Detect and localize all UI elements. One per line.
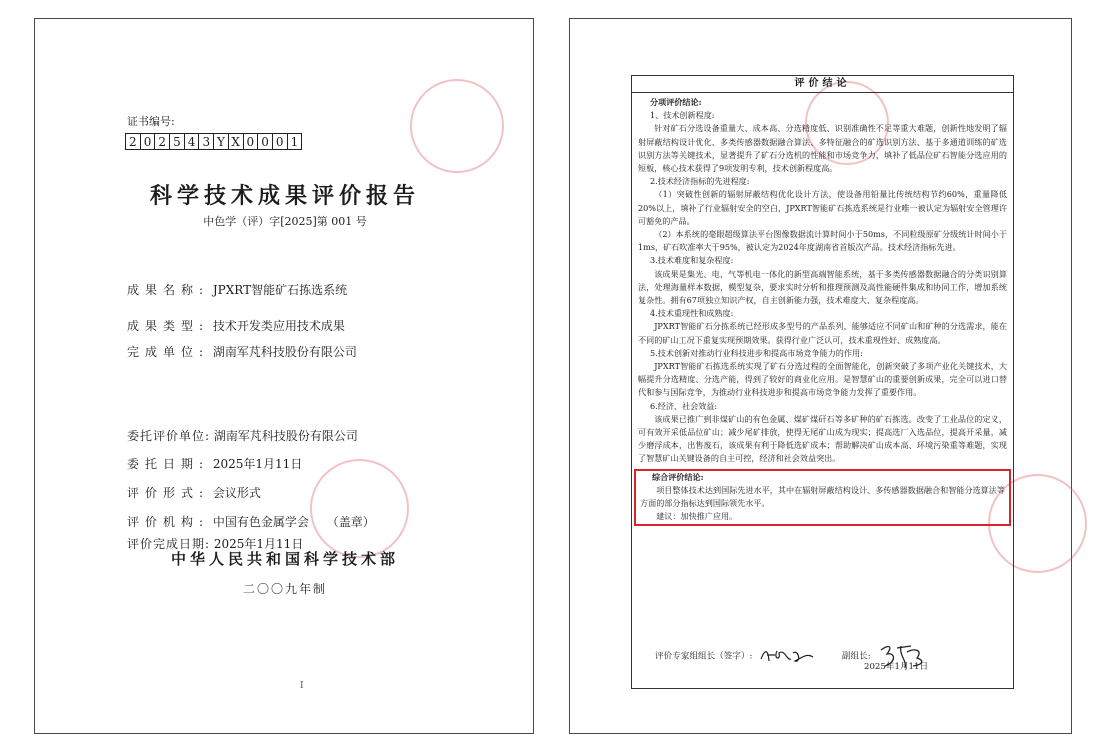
field-achievement-type (127, 317, 345, 334)
leader-signature-label: 评价专家组组长（签字）: (655, 651, 753, 662)
item-heading: 5.技术创新对推动行业科技进步和提高市场竞争能力的作用: (650, 347, 863, 358)
field-label: 完成单位: (127, 345, 210, 359)
field-achievement-name (127, 281, 347, 298)
item-paragraph: 针对矿石分选设备重量大、成本高、分选精度低、识别准确性不足等重大难题，创新性地发明了辐射屏蔽结构设计优化、多类传感器数据融合算法、多特征融合的矿选识别方法、基于多通道训练的矿选识别方法等关键技术，显著提升了矿石分选机的性能和市场竞争力，填补了低品位矿石智能分选应用的短板，核心技术获得了9项发明专利，技术创新程度高。 (638, 123, 1007, 174)
overall-text: 项目整体技术达到国际先进水平，其中在辐射屏蔽结构设计、多传感器数据融合和智能分选算法等方面的部分指标达到国际领先水平。 (640, 484, 1005, 509)
evaluation-body (632, 93, 1013, 526)
item-heading: 2.技术经济指标的先进程度: (650, 176, 750, 187)
field-commissioning-unit (127, 427, 358, 444)
stamp-mark-seal (310, 459, 409, 558)
certificate-number-char: 2 (125, 133, 141, 150)
item-heading: 4.技术重现性和成熟度: (650, 308, 734, 319)
field-label: 委托日期: (127, 457, 210, 471)
certificate-number-char: 0 (257, 133, 273, 150)
field-label: 评价完成日期: (127, 537, 211, 551)
field-value: 2025年1月11日 (213, 537, 304, 551)
certificate-number-boxes (125, 133, 301, 150)
item-paragraph: （1）突破性创新的辐射屏蔽结构优化设计方法，使设备用铅量比传统结构节约60%，重量降低20%以上，填补了行业辐射安全的空白，JPXRT智能矿石拣选系统是行业唯一被认定为辐射安全管理许可豁免的产品。 (638, 189, 1007, 226)
field-label: 成果类型: (127, 319, 210, 333)
certificate-number-char: 5 (169, 133, 185, 150)
certificate-number-char: 1 (287, 133, 303, 150)
certificate-number-char: 4 (184, 133, 200, 150)
item-paragraph: JPXRT智能矿石分拣系统已经形成多型号的产品系列，能够适应不同矿山和矿种的分选需求，能在不同的矿山工况下重复实现预期效果。获得行业广泛认可，技术重现性好、成熟度高。 (638, 321, 1007, 345)
certificate-number-char: 3 (198, 133, 214, 150)
certificate-number-label: 证书编号: (127, 115, 175, 128)
field-completing-unit (127, 343, 357, 360)
field-value: JPXRT智能矿石拣选系统 (212, 283, 348, 297)
document-number: 中色学（评）字[2025]第 001 号 (203, 215, 367, 228)
seal-note: （盖章） (326, 515, 375, 529)
field-eval-form (127, 484, 261, 501)
certificate-number-char: 0 (140, 133, 156, 150)
item-heading: 3.技术难度和复杂程度: (650, 255, 734, 266)
item-heading: 6.经济、社会效益: (650, 400, 718, 411)
field-label: 评价形式: (127, 486, 210, 500)
overall-conclusion-highlight (634, 469, 1011, 526)
item-paragraph: 该成果是集光、电、气等机电一体化的新型高端智能系统，基于多类传感器数据融合的分类识别算法，处理海量样本数据，模型复杂，要求实时分析和推理预测及高性能硬件集成和协同工作，增加系统复杂性。拥有67项独立知识产权，自主创新能力强，技术难度大、复杂程度高。 (638, 268, 1007, 306)
certificate-number-char: X (228, 133, 244, 150)
overall-suggestion: 建议：加快推广应用。 (656, 511, 738, 522)
evaluation-table (631, 75, 1014, 689)
page-mark: I (300, 681, 304, 691)
field-value: 2025年1月11日 (212, 457, 303, 471)
item-heading: 1、技术创新程度: (650, 110, 715, 121)
item-paragraph: JPXRT智能矿石拣选系统实现了矿石分选过程的全面智能化，创新突破了多项产业化关键技术，大幅提升分选精度、分选产能，得到了较好的商业化应用。是智慧矿山的重要创新成果，完全可以进口替代和参与国际竞争，为推动行业科技进步和提高市场竞争能力发挥了重要作用。 (638, 361, 1007, 398)
field-value: 会议形式 (212, 486, 261, 500)
certificate-number-char: 0 (243, 133, 259, 150)
evaluation-conclusion-page (569, 18, 1072, 734)
leader-signature-icon (759, 647, 815, 665)
stamp-mark-top (410, 79, 504, 173)
field-value: 中国有色金属学会 (212, 515, 309, 529)
section-heading: 分项评价结论: (650, 97, 702, 107)
field-commission-date (127, 455, 302, 472)
certificate-number-char: 0 (272, 133, 288, 150)
certificate-number-char: 2 (154, 133, 170, 150)
report-title: 科学技术成果评价报告 (149, 183, 420, 209)
field-label: 成果名称: (127, 283, 210, 297)
field-eval-org (127, 513, 375, 530)
overall-heading: 综合评价结论: (652, 471, 704, 482)
certificate-number-char: Y (213, 133, 229, 150)
evaluation-title: 评价结论 (632, 76, 1013, 93)
made-year: 二〇〇九年制 (242, 582, 327, 596)
item-paragraph: （2）本系统的毫眼超级算法平台图像数据流计算时间小于50ms，不同粒级原矿分级统计时间小于1ms，矿石吹准率大于95%，被认定为2024年度湖南省首版次产品。技术经济指标先进。 (638, 229, 1007, 253)
ministry-name: 中华人民共和国科学技术部 (170, 550, 399, 568)
field-value: 技术开发类应用技术成果 (212, 319, 345, 333)
field-value: 湖南军芃科技股份有限公司 (212, 345, 357, 359)
certificate-cover-page (34, 18, 534, 734)
field-value: 湖南军芃科技股份有限公司 (213, 429, 358, 443)
field-label: 评价机构: (127, 515, 210, 529)
field-label: 委托评价单位: (127, 429, 211, 443)
deputy-signature-label: 副组长: (841, 651, 871, 662)
signature-date: 2025年1月11日 (864, 662, 929, 672)
item-paragraph: 该成果已推广到非煤矿山的有色金属、煤矿煤矸石等多矿种的矿石拣选。改变了工业品位的定义，可有效开采低品位矿山；减少尾矿排放，使得无尾矿山成为现实；提高选厂入选品位，提高开采量，减少磨浮成本，出售废石，该成果有利于降低选矿成本；帮助解决矿山成本高、环境污染重等难题，实现了智慧矿山关键设备的自主可控，经济和社会效益突出。 (638, 413, 1007, 464)
